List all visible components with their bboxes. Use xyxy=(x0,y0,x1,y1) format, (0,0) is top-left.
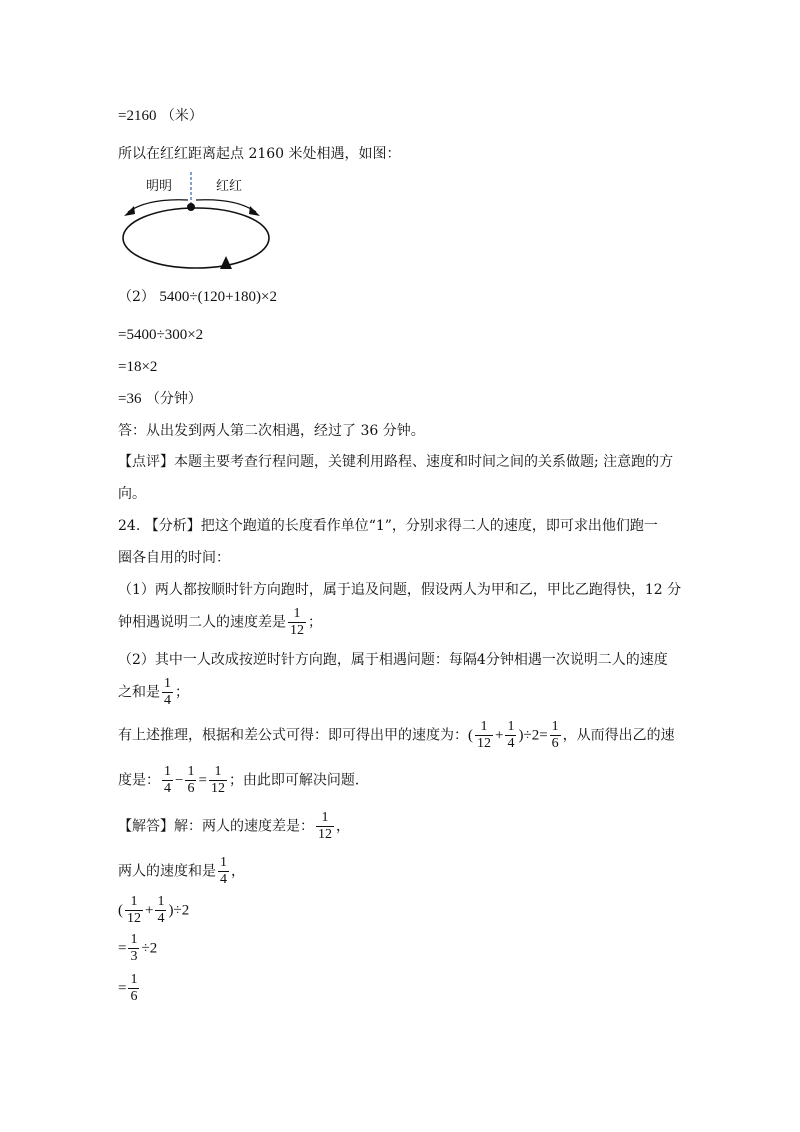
numerator: 1 xyxy=(157,894,165,909)
part2-line xyxy=(118,287,277,307)
numerator: 1 xyxy=(316,810,334,827)
left-label: 明明 xyxy=(146,179,173,194)
operator: = xyxy=(118,980,127,997)
numerator: 1 xyxy=(220,855,227,870)
left-arrow-head xyxy=(124,206,135,216)
punct: ， xyxy=(336,818,350,835)
numerator: 1 xyxy=(125,894,143,911)
expr: =2160 xyxy=(118,108,157,124)
reason2-suffix: ；由此即可解决问题． xyxy=(228,772,369,789)
a1-prefix: 钟相遇说明二人的速度差是 xyxy=(118,614,286,631)
numerator: 1 xyxy=(288,606,306,623)
step3-unit: （分钟） xyxy=(145,391,202,407)
fraction xyxy=(550,719,561,752)
fraction xyxy=(209,764,227,797)
denominator: 6 xyxy=(551,736,559,751)
operator: + xyxy=(145,902,154,919)
track-diagram xyxy=(118,170,278,274)
operator: = xyxy=(118,940,127,957)
unit: （米） xyxy=(160,108,203,124)
denominator: 4 xyxy=(164,693,171,708)
denominator: 4 xyxy=(164,781,171,796)
numerator: 1 xyxy=(551,719,559,734)
operator: − xyxy=(175,772,184,789)
numerator: 1 xyxy=(164,676,171,691)
numerator: 1 xyxy=(130,932,138,947)
denominator: 12 xyxy=(127,911,141,926)
numerator: 1 xyxy=(475,719,493,736)
reason-prefix: 有上述推理，根据和差公式可得：即可得出甲的速度为： xyxy=(118,727,468,744)
comment-line2: 向。 xyxy=(118,486,146,502)
paren-close: )÷2= xyxy=(518,727,548,744)
a2-prefix: 之和是 xyxy=(118,684,160,701)
left-arrow-arc xyxy=(128,200,188,212)
reason-line1 xyxy=(118,719,675,752)
fraction xyxy=(185,764,196,797)
track-ellipse xyxy=(123,208,269,268)
calc-line2 xyxy=(118,932,157,965)
meeting-sentence: 所以在红红距离起点 2160 米处相遇，如图： xyxy=(118,146,401,162)
denominator: 4 xyxy=(507,736,515,751)
numerator: 1 xyxy=(507,719,515,734)
paren: ( xyxy=(118,902,123,919)
a2-line2 xyxy=(118,676,189,709)
denominator: 4 xyxy=(220,872,227,887)
operator: = xyxy=(198,772,207,789)
denominator: 6 xyxy=(130,989,138,1004)
paren-close: )÷2 xyxy=(168,902,190,919)
reason-line2 xyxy=(118,764,369,797)
solution-head xyxy=(118,810,350,843)
fraction xyxy=(475,719,493,752)
fraction xyxy=(162,676,173,709)
part2-expr: 5400÷(120+180)×2 xyxy=(159,289,278,305)
right-arrow-head xyxy=(249,206,260,216)
denominator: 12 xyxy=(477,736,491,751)
fraction xyxy=(218,855,229,888)
q24-line1: 24. 【分析】把这个跑道的长度看作单位“1”，分别求得二人的速度，即可求出他们跑一 xyxy=(118,518,658,534)
reason-suffix: ，从而得出乙的速 xyxy=(562,727,675,744)
fraction xyxy=(505,719,516,752)
fraction xyxy=(316,810,334,843)
fraction xyxy=(288,606,306,639)
calc-line3 xyxy=(118,972,141,1005)
a1-line1: （1）两人都按顺时针方向跑时，属于追及问题，假设两人为甲和乙，甲比乙跑得快，12 分 xyxy=(118,582,682,598)
numerator: 1 xyxy=(164,764,171,779)
numerator: 1 xyxy=(187,764,195,779)
step3 xyxy=(118,389,202,409)
step2: =18×2 xyxy=(118,359,158,375)
a1-suffix: ； xyxy=(308,614,322,631)
reason2-prefix: 度是： xyxy=(118,772,160,789)
punct: ， xyxy=(231,863,245,880)
operator: + xyxy=(495,727,504,744)
calc-line1 xyxy=(118,894,189,927)
solution-label: 【解答】解：两人的速度差是： xyxy=(118,818,314,835)
paren: ( xyxy=(468,727,473,744)
tail: ÷2 xyxy=(141,940,158,957)
denominator: 3 xyxy=(130,949,138,964)
denominator: 12 xyxy=(318,827,332,842)
fraction xyxy=(162,764,173,797)
fraction xyxy=(125,894,143,927)
a2-suffix: ； xyxy=(175,684,189,701)
result-line-2160 xyxy=(118,106,203,126)
a1-line2 xyxy=(118,606,322,639)
answer: 答：从出发到两人第二次相遇，经过了 36 分钟。 xyxy=(118,423,425,439)
meeting-triangle xyxy=(220,256,232,269)
step3-expr: =36 xyxy=(118,391,142,407)
denominator: 4 xyxy=(157,911,165,926)
numerator: 1 xyxy=(209,764,227,781)
part2-label: （2） xyxy=(118,289,155,305)
start-point-dot xyxy=(187,203,195,211)
step1: =5400÷300×2 xyxy=(118,327,204,343)
solution-sum xyxy=(118,855,245,888)
fraction xyxy=(155,894,166,927)
fraction xyxy=(128,932,139,965)
denominator: 6 xyxy=(187,781,195,796)
numerator: 1 xyxy=(130,972,138,987)
fraction xyxy=(128,972,139,1005)
sum-prefix: 两人的速度和是 xyxy=(118,863,216,880)
denominator: 12 xyxy=(210,781,225,796)
denominator: 12 xyxy=(290,623,304,638)
right-label: 红红 xyxy=(216,179,243,194)
q24-line2: 圈各自用的时间： xyxy=(118,550,230,566)
comment-line1: 【点评】本题主要考查行程问题，关键利用路程、速度和时间之间的关系做题; 注意跑的方 xyxy=(118,454,674,470)
a2-line1: （2）其中一人改成按逆时针方向跑，属于相遇问题：每隔4分钟相遇一次说明二人的速度 xyxy=(118,652,668,668)
